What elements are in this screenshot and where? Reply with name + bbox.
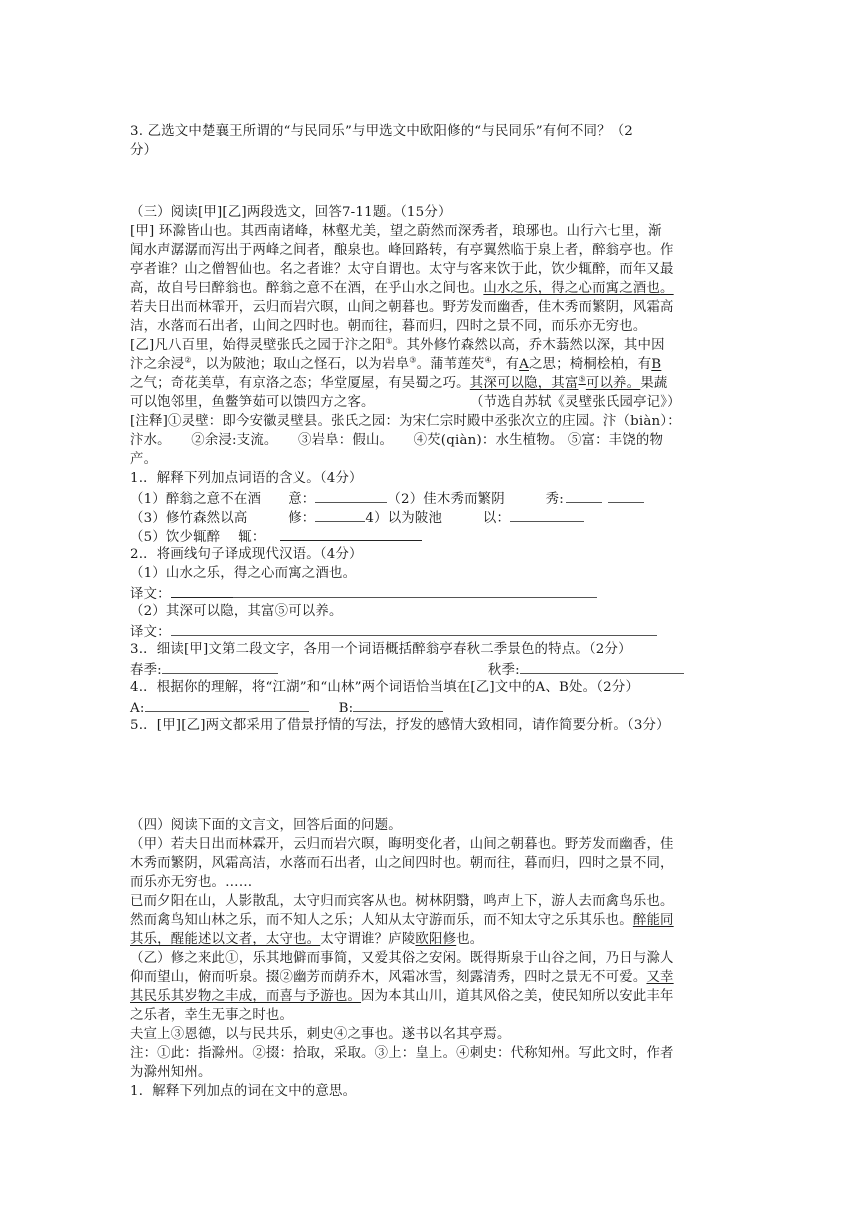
translation-label: 译文：	[130, 625, 171, 640]
footnote-marker: ⑤	[578, 374, 586, 384]
yi-text: 之气；奇花美草，有京洛之态；华堂厦屋，有吴蜀之巧。	[130, 376, 470, 391]
section4-question-1: 1．解释下列加点的词在文中的意思。	[130, 1084, 357, 1099]
passage-yi-line-2	[130, 968, 770, 987]
note-line-2: 汴水。 ②余浸:支流。 ③岩阜：假山。 ④芡(qiàn)：水生植物。 ⑤富：丰饶的物	[130, 433, 664, 448]
yi-line-3	[130, 374, 770, 393]
passage-jia-line-3: 而乐亦无穷也。……	[130, 875, 253, 890]
answer-blank[interactable]	[280, 526, 422, 541]
q1-item-5: （5）饮少辄醉 辄：	[130, 530, 266, 545]
question-1-row-2	[130, 507, 770, 528]
underlined-sentence-1: 山水之乐，得之心而寓之酒也。	[483, 281, 674, 296]
answer-blank[interactable]	[315, 507, 365, 522]
answer-blank[interactable]	[608, 488, 644, 503]
section3-heading: （三）阅读[甲][乙]两段选文，回答7-11题。（15分）	[130, 205, 452, 220]
answer-blank[interactable]	[520, 659, 684, 674]
translation-label: 译文：	[130, 587, 171, 602]
autumn-label: 秋季:	[487, 663, 520, 678]
answer-blank[interactable]	[162, 659, 278, 674]
question-3: 3.．细读[甲]文第二段文字，各用一个词语概括醉翁亭春秋二季景色的特点。（2分）	[130, 642, 632, 657]
answer-blank[interactable]	[145, 697, 309, 712]
jia-line-1: [甲] 环滁皆山也。其西南诸峰，林壑尤美，望之蔚然而深秀者，琅琊也。山行六七里，渐	[130, 224, 662, 239]
answer-blank[interactable]	[566, 488, 602, 503]
passage-text: 因为本其山川，道其风俗之美，使民知所以安此丰年	[361, 989, 674, 1004]
question-1-row-1	[130, 488, 770, 509]
passage-text: 也。	[456, 932, 484, 947]
question-4: 4.．根据你的理解，将“江湖”和“山林”两个词语恰当填在[乙]文中的A、B处。（2分）	[130, 680, 640, 695]
yi-line-4	[130, 393, 770, 412]
footnote-marker: ①	[385, 336, 393, 346]
yi-text: ，以为陂池；取山之怪石，以为岩阜	[191, 357, 410, 372]
notes-line-2: 为滁州知州。	[130, 1065, 212, 1080]
underlined-name: 欧阳修	[415, 932, 457, 947]
blank-b-label: B:	[338, 701, 354, 716]
yi-text: 可以饱邻里，鱼鳖笋茹可以馈四方之客。	[130, 395, 375, 410]
question-1: 1.．解释下列加点词语的含义。（4分）	[130, 471, 363, 486]
footnote-marker: ③	[409, 355, 417, 365]
q1-item-4: 4）以为陂池 以：	[365, 511, 511, 526]
underlined-sentence-2: 其深可以隐，其富	[469, 376, 579, 391]
question-3-answers	[130, 659, 770, 680]
answer-blank[interactable]	[353, 697, 443, 712]
jia-line-2: 闻水声潺潺而泻出于两峰之间者，酿泉也。峰回路转，有亭翼然临于泉上者，醉翁亭也。作	[130, 243, 674, 258]
passage-jia-line-4: 已而夕阳在山，人影散乱，太守归而宾客从也。树林阴翳，鸣声上下，游人去而禽鸟乐也。	[130, 894, 674, 909]
passage-yi-line-4: 之乐者，幸生无事之时也。	[130, 1008, 294, 1023]
passage-text: 然而禽鸟知山林之乐，而不知人之乐；人知从太守游而乐，而不知太守之乐其乐也。	[130, 913, 633, 928]
yi-text: 果蔬	[640, 376, 668, 391]
footnote-marker: ②	[184, 355, 192, 365]
answer-blank[interactable]	[510, 507, 584, 522]
blank-a-label: A:	[130, 701, 145, 716]
yi-line-1	[130, 336, 770, 355]
translation-row-2	[130, 621, 770, 642]
yi-line-1-rest: 。其外修竹森然以高，乔木蓊然以深，其中因	[392, 338, 665, 353]
passage-jia-line-1: （甲）若夫日出而林霖开，云归而岩穴暝，晦明变化者，山间之朝暮也。野芳发而幽香，佳	[130, 837, 674, 852]
section4-heading: （四）阅读下面的文言文，回答后面的问题。	[130, 818, 402, 833]
jia-line-5: 若夫日出而林霏开，云归而岩穴暝，山间之朝暮也。野芳发而幽香，佳木秀而繁阴，风霜高	[130, 300, 674, 315]
jia-line-4	[130, 279, 770, 298]
question-2-item-2: （2）其深可以隐，其富⑤可以养。	[130, 604, 343, 619]
jia-line-6: 洁，水落而石出者，山间之四时也。朝而往，暮而归，四时之景不同，而乐亦无穷也。	[130, 319, 647, 334]
yi-text: 之思；椅桐桧柏，有	[528, 357, 652, 372]
question-1-row-3	[130, 526, 770, 547]
answer-blank[interactable]	[171, 583, 233, 598]
question-2: 2.．将画线句子译成现代汉语。（4分）	[130, 547, 363, 562]
underlined-sentence-3-end: 其乐，醒能述以文者，太守也。	[130, 932, 321, 947]
yi-line-2	[130, 355, 770, 374]
passage-jia-line-2: 木秀而繁阴，风霜高洁，水落而石出者，山之间四时也。朝而往，暮而归，四时之景不同，	[130, 856, 674, 871]
passage-yi-line-1: （乙）修之来此①，乐其地僻而事简，又爱其俗之安闲。既得斯泉于山谷之间，乃日与滁人	[130, 951, 674, 966]
passage-yi-line-3	[130, 987, 770, 1006]
question-4-answers	[130, 697, 770, 718]
q1-item-1: （1）醉翁之意不在酒 意：	[130, 492, 316, 507]
footnote-marker: ④	[484, 355, 492, 365]
note-line-1: [注释]①灵壁：即今安徽灵壁县。张氏之园：为宋仁宗时殿中丞张次立的庄园。汴（biàn）：	[130, 414, 681, 429]
blank-marker-b: B	[651, 357, 662, 372]
answer-blank[interactable]	[171, 621, 657, 636]
yi-text: ，有	[491, 357, 520, 372]
passage-yi-line-5: 夫宣上③恩德，以与民共乐，刺史④之事也。遂书以名其亭焉。	[130, 1027, 511, 1042]
passage-jia-line-5	[130, 911, 770, 930]
passage-text: 仰而望山，俯而听泉。掇②幽芳而荫乔木，风霜冰雪，刻露清秀，四时之景无不可爱。	[130, 970, 647, 985]
translation-row-1	[130, 583, 770, 604]
q3-line1: 3. 乙选文中楚襄王所谓的“与民同乐”与甲选文中欧阳修的“与民同乐”有何不同？（2	[130, 124, 634, 139]
passage-jia-line-6	[130, 930, 770, 949]
notes-line-1: 注：①此：指滁州。②掇：拾取，采取。③上：皇上。④刺史：代称知州。写此文时，作者	[130, 1046, 674, 1061]
question-5: 5.．[甲][乙]两文都采用了借景抒情的写法，抒发的感情大致相同，请作简要分析。（3分）	[130, 718, 670, 733]
underlined-sentence-3: 醉能同	[632, 913, 674, 928]
underlined-sentence-2-end: 可以养。	[585, 376, 641, 391]
answer-blank[interactable]	[315, 488, 387, 503]
jia-line-3: 亭者谁？山之僧智仙也。名之者谁？太守自谓也。太守与客来饮于此，饮少辄醉，而年又最	[130, 262, 674, 277]
underlined-sentence-4: 又幸	[646, 970, 674, 985]
q1-item-2: （2）佳木秀而繁阴 秀:	[387, 492, 564, 507]
source-citation: （节选自苏轼《灵壁张氏园亭记》）	[470, 395, 681, 410]
underlined-sentence-4-end: 其民乐其岁物之丰成，而喜与予游也。	[130, 989, 362, 1004]
jia-line-4-text: 高，故自号曰醉翁也。醉翁之意不在酒，在乎山水之间也。	[130, 281, 484, 296]
spring-label: 春季:	[130, 663, 162, 678]
q3-line2: 分）	[130, 143, 158, 158]
note-line-3: 产。	[130, 452, 158, 467]
yi-text: 汴之余浸	[130, 357, 185, 372]
answer-blank[interactable]	[233, 583, 597, 598]
blank-marker-a: A	[519, 357, 529, 372]
q1-item-3: （3）修竹森然以高 修：	[130, 511, 316, 526]
yi-text: 。蒲苇莲芡	[416, 357, 485, 372]
passage-text: 太守谓谁？庐陵	[320, 932, 416, 947]
yi-line-1-text: [乙]凡八百里，始得灵壁张氏之园于汴之阳	[130, 338, 386, 353]
question-2-item-1: （1）山水之乐，得之心而寓之酒也。	[130, 566, 357, 581]
